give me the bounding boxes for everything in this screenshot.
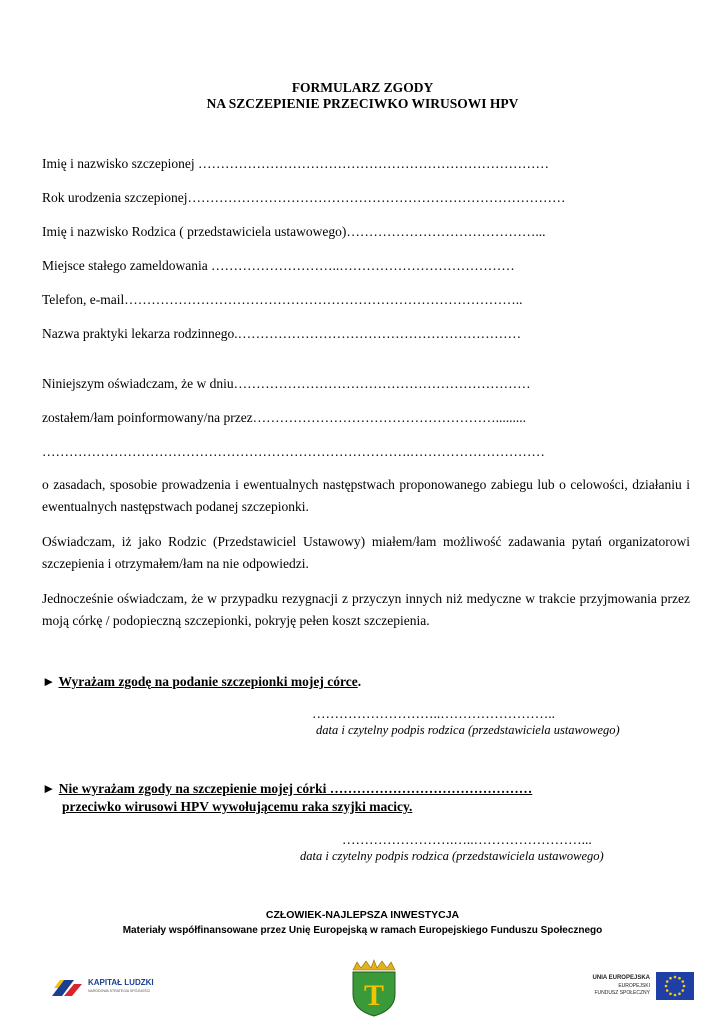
field-phone-email[interactable]: Telefon, e-mail…………………………………………………………………………….. [42, 292, 523, 307]
declaration-paragraph-1: o zasadach, sposobie prowadzenia i ewentualnych następstwach proponowanego zabiegu lub o celowości, działaniu i ewentualnych następstwach podanej szczepionki. [42, 477, 690, 514]
arrow-icon: ► [42, 674, 56, 689]
kapital-ludzki-subtext: NARODOWA STRATEGIA SPÓJNOŚCI [88, 989, 151, 993]
eu-text-line3: FUNDUSZ SPOŁECZNY [594, 990, 650, 996]
footer-slogan: CZŁOWIEK-NAJLEPSZA INWESTYCJA [265, 909, 460, 921]
consent-no-signature-line[interactable]: …………………….…..……………………... [342, 832, 592, 847]
consent-no-signature-caption: data i czytelny podpis rodzica (przedstawiciela ustawowego) [300, 849, 604, 863]
form-title-line1: FORMULARZ ZGODY [291, 80, 434, 95]
declaration-paragraph-2: Oświadczam, iż jako Rodzic (Przedstawiciel Ustawowy) miałem/łam możliwość zadawania pytań organizatorowi szczepienia i otrzymałem/łam na nie odpowiedzi. [42, 534, 690, 571]
crest-letter: T [363, 979, 385, 1012]
municipal-crest [349, 958, 399, 1018]
consent-no-text-line2 [62, 799, 412, 815]
consent-no[interactable] [42, 781, 532, 797]
field-family-doctor[interactable]: Nazwa praktyki lekarza rodzinnego.……………………………………………………… [42, 326, 522, 341]
field-child-name[interactable]: Imię i nazwisko szczepionej …………………………………………………………………… [42, 156, 549, 171]
eu-logo [590, 972, 702, 1002]
consent-yes-signature-caption: data i czytelny podpis rodzica (przedstawiciela ustawowego) [316, 723, 620, 737]
consent-no-text: Nie wyrażam zgody na szczepienie mojej córki ……………………………………… [58, 781, 533, 796]
declaration-date-line[interactable]: Niniejszym oświadczam, że w dniu………………………………………………………… [42, 376, 531, 391]
declaration-blank-line[interactable]: ……………………………………………………………………….………………………… [42, 444, 545, 459]
declaration-informed-by-line[interactable]: zostałem/łam poinformowany/na przez………………………………………………......... [42, 410, 527, 425]
kapital-ludzki-logo [50, 975, 180, 999]
declaration-paragraph-3: Jednocześnie oświadczam, że w przypadku rezygnacji z przyczyn innych niż medyczne w trakcie przyjmowania przez moją córkę / podopieczną szczepionki, pokryję pełen koszt szczepienia. [42, 591, 690, 628]
consent-no-text2: przeciwko wirusowi HPV wywołującemu raka szyjki macicy. [62, 799, 413, 814]
field-birth-year[interactable]: Rok urodzenia szczepionej………………………………………………………………………… [42, 190, 566, 205]
consent-yes-period: . [357, 674, 362, 689]
field-parent-name[interactable]: Imię i nazwisko Rodzica ( przedstawiciela ustawowego)……………………………………... [42, 224, 546, 239]
footer-cofinancing-note: Materiały współfinansowane przez Unię Europejską w ramach Europejskiego Funduszu Społecznego [122, 925, 603, 936]
kapital-ludzki-text: KAPITAŁ LUDZKI [88, 978, 154, 987]
field-address[interactable]: Miejsce stałego zameldowania ………………………..………………………………… [42, 258, 515, 273]
eu-text-line2: EUROPEJSKI [618, 983, 650, 989]
consent-yes-text: Wyrażam zgodę na podanie szczepionki mojej córce [58, 674, 358, 689]
form-title-line2: NA SZCZEPIENIE PRZECIWKO WIRUSOWI HPV [206, 96, 519, 111]
arrow-icon: ► [42, 781, 56, 796]
eu-text-line1: UNIA EUROPEJSKA [592, 975, 650, 981]
crest-icon [349, 958, 399, 1018]
consent-yes-signature-line[interactable]: ………………………..…………………….. [312, 706, 555, 721]
eu-flag-icon [656, 972, 694, 1000]
consent-yes[interactable] [42, 674, 361, 690]
kapital-ludzki-emblem-icon [50, 976, 84, 998]
